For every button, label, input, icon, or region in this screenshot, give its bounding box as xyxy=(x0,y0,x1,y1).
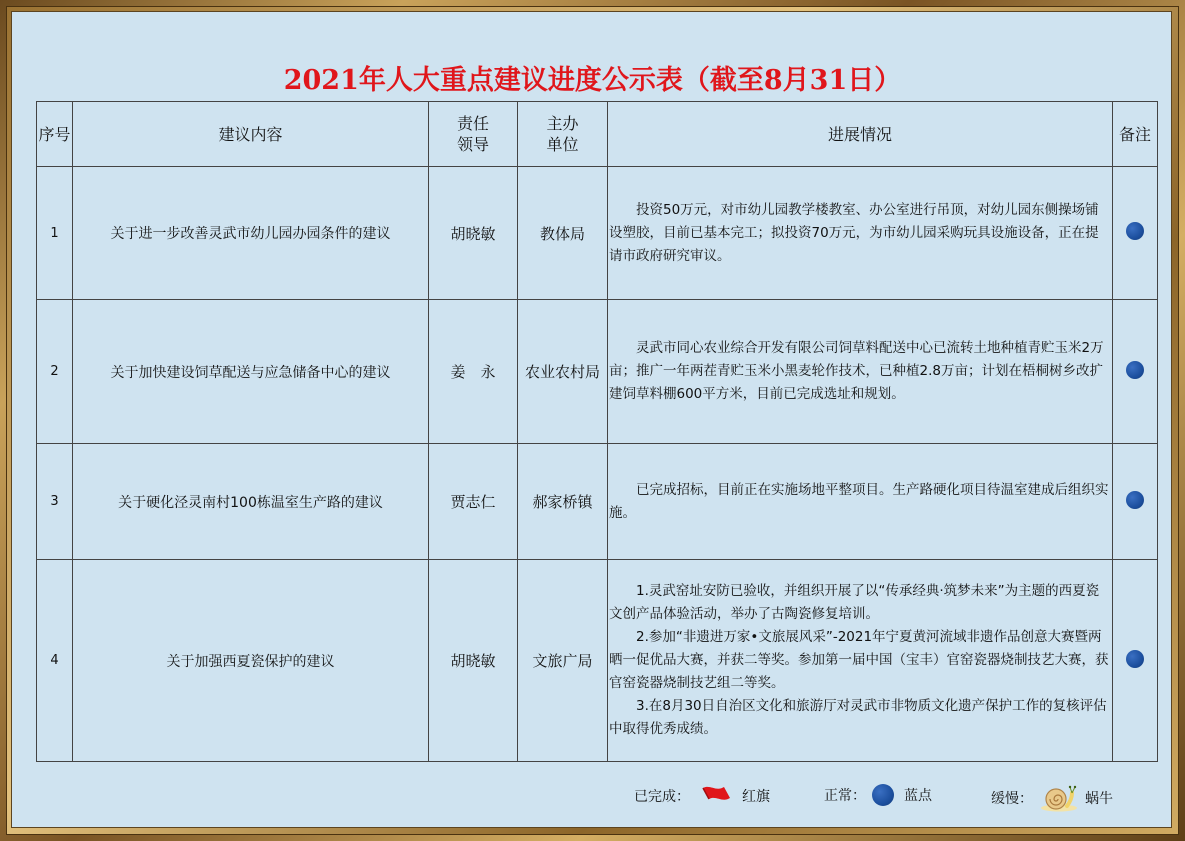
row-number: 4 xyxy=(37,560,73,762)
row-progress xyxy=(608,300,1113,444)
progress-paragraph: 投资50万元，对市幼儿园教学楼教室、办公室进行吊顶，对幼儿园东侧操场铺设塑胶，目前已基本完工；拟投资70万元，为市幼儿园采购玩具设施设备，正在提请市政府研究审议。 xyxy=(609,201,1099,264)
blue-dot-icon xyxy=(872,784,894,806)
blue-dot-icon xyxy=(1126,491,1144,509)
header-no: 序号 xyxy=(37,102,73,167)
legend-done-name: 红旗 xyxy=(742,789,770,805)
row-unit: 郝家桥镇 xyxy=(518,444,608,560)
row-unit: 农业农村局 xyxy=(518,300,608,444)
row-lead: 贾志仁 xyxy=(429,444,518,560)
row-content: 关于加快建设饲草配送与应急储备中心的建议 xyxy=(73,300,429,444)
row-progress xyxy=(608,560,1113,762)
legend-slow-label: 缓慢： xyxy=(991,791,1033,807)
header-content: 建议内容 xyxy=(73,102,429,167)
header-lead xyxy=(429,102,518,167)
progress-table xyxy=(36,101,1158,762)
legend-done-label: 已完成： xyxy=(634,789,690,805)
row-content: 关于加强西夏瓷保护的建议 xyxy=(73,560,429,762)
snail-icon xyxy=(1039,784,1079,812)
header-lead-line2: 领导 xyxy=(456,135,489,154)
row-lead: 胡晓敏 xyxy=(429,167,518,300)
row-number: 2 xyxy=(37,300,73,444)
progress-paragraph: 3.在8月30日自治区文化和旅游厅对灵武市非物质文化遗产保护工作的复核评估中取得优秀成绩。 xyxy=(609,698,1107,737)
row-unit: 文旅广局 xyxy=(518,560,608,762)
legend-normal-label: 正常： xyxy=(824,788,866,804)
blue-dot-icon xyxy=(1126,361,1144,379)
legend-normal-name: 蓝点 xyxy=(904,788,932,804)
row-number: 1 xyxy=(37,167,73,300)
row-status xyxy=(1113,167,1158,300)
legend-slow xyxy=(991,784,1113,812)
table-row xyxy=(37,560,1158,762)
row-progress xyxy=(608,444,1113,560)
header-progress: 进展情况 xyxy=(608,102,1113,167)
row-lead: 胡晓敏 xyxy=(429,560,518,762)
row-status xyxy=(1113,444,1158,560)
row-status xyxy=(1113,300,1158,444)
notice-board xyxy=(11,11,1172,828)
header-lead-line1: 责任 xyxy=(456,114,489,133)
progress-paragraph: 1.灵武窑址安防已验收，并组织开展了以“传承经典·筑梦未来”为主题的西夏瓷文创产品体验活动，举办了古陶瓷修复培训。 xyxy=(609,583,1100,622)
row-content: 关于硬化泾灵南村100栋温室生产路的建议 xyxy=(73,444,429,560)
header-note: 备注 xyxy=(1113,102,1158,167)
blue-dot-icon xyxy=(1126,650,1144,668)
header-unit-line2: 单位 xyxy=(546,135,579,154)
legend-normal xyxy=(824,784,932,806)
blue-dot-icon xyxy=(1126,222,1144,240)
table-row xyxy=(37,167,1158,300)
row-unit: 教体局 xyxy=(518,167,608,300)
table-header-row xyxy=(37,102,1158,167)
row-lead: 姜 永 xyxy=(429,300,518,444)
row-progress xyxy=(608,167,1113,300)
legend-slow-name: 蜗牛 xyxy=(1085,791,1113,807)
legend-done xyxy=(634,784,770,808)
row-content: 关于进一步改善灵武市幼儿园办园条件的建议 xyxy=(73,167,429,300)
progress-paragraph: 灵武市同心农业综合开发有限公司饲草料配送中心已流转土地种植青贮玉米2万亩；推广一年两茬青贮玉米小黑麦轮作技术，已种植2.8万亩；计划在梧桐树乡改扩建饲草料棚600平方米，目前已完成选址和规划。 xyxy=(609,340,1104,402)
page-title: 2021年人大重点建议进度公示表（截至8月31日） xyxy=(283,65,902,96)
table-row xyxy=(37,444,1158,560)
header-unit-line1: 主办 xyxy=(546,114,579,133)
row-status xyxy=(1113,560,1158,762)
progress-paragraph: 已完成招标，目前正在实施场地平整项目。生产路硬化项目待温室建成后组织实施。 xyxy=(609,481,1109,521)
red-flag-icon xyxy=(700,784,734,808)
progress-paragraph: 2.参加“非遗进万家•文旅展风采”-2021年宁夏黄河流域非遗作品创意大赛暨两晒一促优品大赛，并获二等奖。参加第一届中国（宝丰）官窑瓷器烧制技艺大赛，获官窑瓷器烧制技艺组二等奖。 xyxy=(609,629,1109,691)
row-number: 3 xyxy=(37,444,73,560)
table-row xyxy=(37,300,1158,444)
header-unit xyxy=(518,102,608,167)
